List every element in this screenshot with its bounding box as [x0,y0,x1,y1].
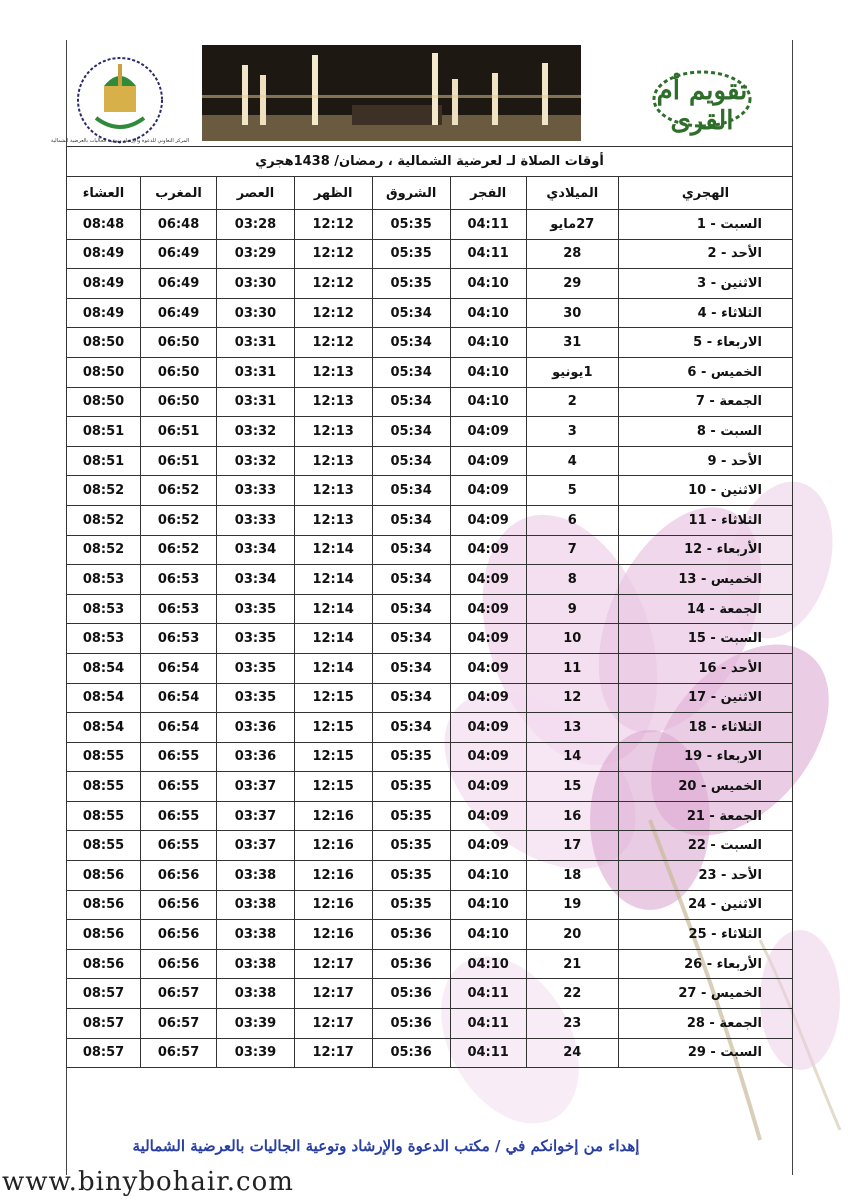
cell-hijri: الاثنين - 24 [618,890,792,920]
cell-maghrib: 06:55 [141,801,217,831]
column-header-hijri: الهجري [618,177,792,210]
cell-isha: 08:55 [67,742,141,772]
cell-hijri: الثلاثاء - 4 [618,298,792,328]
calendar-title-text: تقويم أم القرى [656,76,748,136]
cell-gregorian: 31 [526,328,618,358]
cell-dhuhr: 12:14 [294,594,372,624]
cell-dhuhr: 12:16 [294,831,372,861]
cell-asr: 03:31 [217,357,295,387]
cell-dhuhr: 12:15 [294,683,372,713]
cell-isha: 08:56 [67,949,141,979]
dedication-text: إهداء من إخوانكم في / مكتب الدعوة والإرشاد وتوعية الجاليات بالعرضية الشمالية [132,1137,640,1155]
cell-shuruq: 05:35 [372,890,450,920]
cell-maghrib: 06:55 [141,831,217,861]
cell-asr: 03:30 [217,298,295,328]
cell-fajr: 04:09 [450,772,526,802]
cell-gregorian: 1يونيو [526,357,618,387]
cell-gregorian: 6 [526,505,618,535]
cell-shuruq: 05:35 [372,861,450,891]
cell-hijri: الجمعة - 14 [618,594,792,624]
cell-shuruq: 05:35 [372,239,450,269]
cell-hijri: الجمعة - 28 [618,1009,792,1039]
cell-isha: 08:54 [67,683,141,713]
cell-shuruq: 05:35 [372,831,450,861]
table-row [67,535,793,565]
cell-gregorian: 29 [526,269,618,299]
cell-isha: 08:55 [67,801,141,831]
cell-dhuhr: 12:12 [294,269,372,299]
cell-fajr: 04:10 [450,357,526,387]
cell-hijri: الثلاثاء - 18 [618,713,792,743]
cell-isha: 08:57 [67,1009,141,1039]
cell-maghrib: 06:53 [141,594,217,624]
cell-isha: 08:51 [67,417,141,447]
cell-hijri: الاثنين - 3 [618,269,792,299]
table-row [67,387,793,417]
cell-hijri: الخميس - 27 [618,979,792,1009]
cell-dhuhr: 12:13 [294,446,372,476]
table-row [67,565,793,595]
cell-asr: 03:31 [217,328,295,358]
cell-isha: 08:57 [67,1038,141,1068]
cell-isha: 08:54 [67,653,141,683]
column-header-asr: العصر [217,177,295,210]
cell-fajr: 04:09 [450,446,526,476]
cell-hijri: الثلاثاء - 25 [618,920,792,950]
cell-maghrib: 06:54 [141,683,217,713]
cell-maghrib: 06:56 [141,861,217,891]
cell-fajr: 04:10 [450,949,526,979]
cell-isha: 08:55 [67,831,141,861]
column-header-dhuhr: الظهر [294,177,372,210]
footer [66,1112,793,1162]
cell-isha: 08:57 [67,979,141,1009]
cell-gregorian: 9 [526,594,618,624]
table-row [67,979,793,1009]
cell-fajr: 04:10 [450,890,526,920]
cell-asr: 03:38 [217,890,295,920]
cell-fajr: 04:09 [450,594,526,624]
cell-asr: 03:39 [217,1038,295,1068]
cell-fajr: 04:09 [450,505,526,535]
table-row [67,476,793,506]
cell-fajr: 04:09 [450,535,526,565]
cell-isha: 08:49 [67,239,141,269]
cell-asr: 03:34 [217,565,295,595]
table-row [67,269,793,299]
cell-shuruq: 05:35 [372,269,450,299]
cell-gregorian: 7 [526,535,618,565]
cell-maghrib: 06:57 [141,1038,217,1068]
cell-hijri: الاربعاء - 5 [618,328,792,358]
cell-gregorian: 19 [526,890,618,920]
table-row [67,594,793,624]
cell-asr: 03:35 [217,683,295,713]
cell-gregorian: 14 [526,742,618,772]
table-row [67,1038,793,1068]
table-row [67,446,793,476]
cell-hijri: الخميس - 20 [618,772,792,802]
cell-dhuhr: 12:13 [294,387,372,417]
cell-hijri: الجمعة - 21 [618,801,792,831]
cell-gregorian: 22 [526,979,618,1009]
cell-fajr: 04:09 [450,801,526,831]
table-row [67,505,793,535]
cell-maghrib: 06:53 [141,565,217,595]
cell-maghrib: 06:54 [141,713,217,743]
cell-shuruq: 05:34 [372,594,450,624]
cell-gregorian: 28 [526,239,618,269]
cell-asr: 03:35 [217,594,295,624]
cell-fajr: 04:11 [450,979,526,1009]
cell-dhuhr: 12:16 [294,801,372,831]
cell-hijri: الاربعاء - 19 [618,742,792,772]
cell-maghrib: 06:55 [141,772,217,802]
cell-maghrib: 06:49 [141,239,217,269]
cell-dhuhr: 12:17 [294,1038,372,1068]
table-row [67,920,793,950]
cell-isha: 08:50 [67,387,141,417]
cell-asr: 03:36 [217,713,295,743]
cell-isha: 08:56 [67,861,141,891]
cell-isha: 08:48 [67,210,141,240]
cell-shuruq: 05:34 [372,357,450,387]
cell-fajr: 04:10 [450,298,526,328]
cell-fajr: 04:10 [450,328,526,358]
table-row [67,831,793,861]
cell-shuruq: 05:34 [372,683,450,713]
cell-dhuhr: 12:13 [294,476,372,506]
column-header-isha: العشاء [67,177,141,210]
column-header-shuruq: الشروق [372,177,450,210]
cell-shuruq: 05:34 [372,328,450,358]
table-row [67,801,793,831]
cell-fajr: 04:09 [450,624,526,654]
table-title: أوقات الصلاة لـ لعرضية الشمالية ، رمضان/ 1438هجري [67,147,793,177]
cell-isha: 08:50 [67,328,141,358]
cell-isha: 08:50 [67,357,141,387]
cell-gregorian: 2 [526,387,618,417]
cell-shuruq: 05:34 [372,565,450,595]
cell-gregorian: 11 [526,653,618,683]
cell-fajr: 04:09 [450,565,526,595]
cell-fajr: 04:09 [450,476,526,506]
cell-fajr: 04:10 [450,269,526,299]
cell-shuruq: 05:36 [372,920,450,950]
cell-hijri: الاثنين - 17 [618,683,792,713]
cell-dhuhr: 12:12 [294,298,372,328]
cell-maghrib: 06:57 [141,1009,217,1039]
cell-maghrib: 06:50 [141,357,217,387]
cell-dhuhr: 12:12 [294,239,372,269]
cell-gregorian: 16 [526,801,618,831]
cell-hijri: السبت - 29 [618,1038,792,1068]
cell-isha: 08:52 [67,476,141,506]
cell-gregorian: 23 [526,1009,618,1039]
cell-dhuhr: 12:12 [294,328,372,358]
cell-hijri: الخميس - 13 [618,565,792,595]
cell-maghrib: 06:56 [141,890,217,920]
cell-shuruq: 05:35 [372,210,450,240]
cell-fajr: 04:10 [450,861,526,891]
cell-maghrib: 06:49 [141,298,217,328]
cell-maghrib: 06:53 [141,624,217,654]
table-body [67,210,793,1068]
table-row [67,239,793,269]
cell-asr: 03:35 [217,624,295,654]
cell-gregorian: 3 [526,417,618,447]
cell-shuruq: 05:35 [372,801,450,831]
cell-maghrib: 06:57 [141,979,217,1009]
cell-dhuhr: 12:16 [294,861,372,891]
cell-hijri: السبت - 1 [618,210,792,240]
cell-hijri: الأحد - 2 [618,239,792,269]
cell-asr: 03:38 [217,920,295,950]
cell-fajr: 04:09 [450,417,526,447]
cell-shuruq: 05:34 [372,653,450,683]
table-row [67,417,793,447]
cell-isha: 08:54 [67,713,141,743]
cell-maghrib: 06:52 [141,476,217,506]
cell-isha: 08:56 [67,890,141,920]
cell-hijri: الأحد - 23 [618,861,792,891]
cell-gregorian: 24 [526,1038,618,1068]
cell-shuruq: 05:34 [372,387,450,417]
cell-shuruq: 05:34 [372,713,450,743]
table-row [67,772,793,802]
column-header-maghrib: المغرب [141,177,217,210]
cell-maghrib: 06:56 [141,949,217,979]
cell-isha: 08:56 [67,920,141,950]
cell-asr: 03:33 [217,505,295,535]
cell-isha: 08:49 [67,269,141,299]
cell-fajr: 04:09 [450,831,526,861]
cell-asr: 03:37 [217,772,295,802]
cell-shuruq: 05:34 [372,624,450,654]
cell-gregorian: 17 [526,831,618,861]
table-row [67,949,793,979]
table-row [67,653,793,683]
cell-dhuhr: 12:14 [294,565,372,595]
cell-asr: 03:38 [217,979,295,1009]
cell-isha: 08:53 [67,565,141,595]
cell-hijri: الأربعاء - 26 [618,949,792,979]
cell-maghrib: 06:52 [141,505,217,535]
cell-hijri: الجمعة - 7 [618,387,792,417]
cell-maghrib: 06:55 [141,742,217,772]
cell-asr: 03:36 [217,742,295,772]
cell-gregorian: 4 [526,446,618,476]
column-header-fajr: الفجر [450,177,526,210]
umm-al-qura-calendar-logo [618,68,786,136]
cell-asr: 03:39 [217,1009,295,1039]
center-logo [50,52,190,144]
table-row [67,890,793,920]
table-row [67,298,793,328]
cell-maghrib: 06:50 [141,387,217,417]
logo-label: المركز التعاوني للدعوة والإرشاد وتوعية الجاليات بالعرضية الشمالية [50,138,190,144]
cell-fajr: 04:11 [450,210,526,240]
cell-maghrib: 06:48 [141,210,217,240]
cell-hijri: الأحد - 9 [618,446,792,476]
table-row [67,357,793,387]
cell-dhuhr: 12:15 [294,772,372,802]
cell-maghrib: 06:52 [141,535,217,565]
table-row [67,1009,793,1039]
cell-gregorian: 13 [526,713,618,743]
website-watermark: www.binybohair.com [2,1167,294,1197]
cell-shuruq: 05:34 [372,476,450,506]
cell-hijri: السبت - 22 [618,831,792,861]
cell-dhuhr: 12:16 [294,920,372,950]
cell-isha: 08:51 [67,446,141,476]
cell-asr: 03:37 [217,801,295,831]
mecca-photo-banner [202,45,581,141]
cell-maghrib: 06:49 [141,269,217,299]
cell-maghrib: 06:50 [141,328,217,358]
cell-shuruq: 05:34 [372,505,450,535]
cell-asr: 03:33 [217,476,295,506]
table-row [67,328,793,358]
cell-asr: 03:32 [217,446,295,476]
table-row [67,624,793,654]
cell-maghrib: 06:54 [141,653,217,683]
cell-gregorian: 12 [526,683,618,713]
cell-maghrib: 06:51 [141,417,217,447]
table-row [67,210,793,240]
cell-maghrib: 06:51 [141,446,217,476]
cell-shuruq: 05:35 [372,742,450,772]
table-row [67,861,793,891]
cell-asr: 03:38 [217,949,295,979]
table-title-row [67,147,793,177]
cell-dhuhr: 12:13 [294,417,372,447]
cell-dhuhr: 12:15 [294,742,372,772]
cell-hijri: الأربعاء - 12 [618,535,792,565]
cell-asr: 03:38 [217,861,295,891]
cell-dhuhr: 12:13 [294,505,372,535]
cell-gregorian: 27مايو [526,210,618,240]
cell-hijri: الثلاثاء - 11 [618,505,792,535]
header [50,40,793,146]
cell-dhuhr: 12:16 [294,890,372,920]
cell-fajr: 04:09 [450,742,526,772]
cell-maghrib: 06:56 [141,920,217,950]
cell-shuruq: 05:36 [372,949,450,979]
cell-fajr: 04:10 [450,920,526,950]
cell-hijri: السبت - 8 [618,417,792,447]
cell-isha: 08:53 [67,624,141,654]
cell-fajr: 04:09 [450,683,526,713]
cell-dhuhr: 12:13 [294,357,372,387]
cell-asr: 03:30 [217,269,295,299]
cell-shuruq: 05:34 [372,298,450,328]
cell-asr: 03:35 [217,653,295,683]
cell-gregorian: 30 [526,298,618,328]
cell-isha: 08:53 [67,594,141,624]
cell-shuruq: 05:35 [372,772,450,802]
cell-dhuhr: 12:17 [294,1009,372,1039]
cell-fajr: 04:11 [450,1038,526,1068]
cell-isha: 08:52 [67,535,141,565]
cell-asr: 03:29 [217,239,295,269]
cell-shuruq: 05:34 [372,535,450,565]
cell-isha: 08:55 [67,772,141,802]
cell-asr: 03:37 [217,831,295,861]
cell-shuruq: 05:34 [372,417,450,447]
table-row [67,683,793,713]
cell-gregorian: 18 [526,861,618,891]
cell-dhuhr: 12:12 [294,210,372,240]
cell-shuruq: 05:36 [372,979,450,1009]
cell-shuruq: 05:34 [372,446,450,476]
prayer-times-table [66,146,793,1068]
cell-asr: 03:32 [217,417,295,447]
cell-gregorian: 20 [526,920,618,950]
cell-dhuhr: 12:14 [294,653,372,683]
cell-gregorian: 5 [526,476,618,506]
cell-fajr: 04:10 [450,387,526,417]
cell-fajr: 04:09 [450,713,526,743]
column-header-gregorian: الميلادي [526,177,618,210]
cell-isha: 08:49 [67,298,141,328]
cell-dhuhr: 12:14 [294,624,372,654]
cell-dhuhr: 12:15 [294,713,372,743]
cell-shuruq: 05:36 [372,1038,450,1068]
cell-fajr: 04:09 [450,653,526,683]
cell-asr: 03:28 [217,210,295,240]
cell-asr: 03:34 [217,535,295,565]
cell-dhuhr: 12:17 [294,949,372,979]
table-row [67,713,793,743]
cell-gregorian: 8 [526,565,618,595]
table-header-row [67,177,793,210]
cell-shuruq: 05:36 [372,1009,450,1039]
cell-fajr: 04:11 [450,239,526,269]
cell-hijri: السبت - 15 [618,624,792,654]
cell-gregorian: 21 [526,949,618,979]
cell-hijri: الاثنين - 10 [618,476,792,506]
cell-fajr: 04:11 [450,1009,526,1039]
cell-isha: 08:52 [67,505,141,535]
cell-asr: 03:31 [217,387,295,417]
cell-hijri: الأحد - 16 [618,653,792,683]
cell-dhuhr: 12:14 [294,535,372,565]
cell-gregorian: 10 [526,624,618,654]
cell-gregorian: 15 [526,772,618,802]
cell-dhuhr: 12:17 [294,979,372,1009]
table-row [67,742,793,772]
cell-hijri: الخميس - 6 [618,357,792,387]
